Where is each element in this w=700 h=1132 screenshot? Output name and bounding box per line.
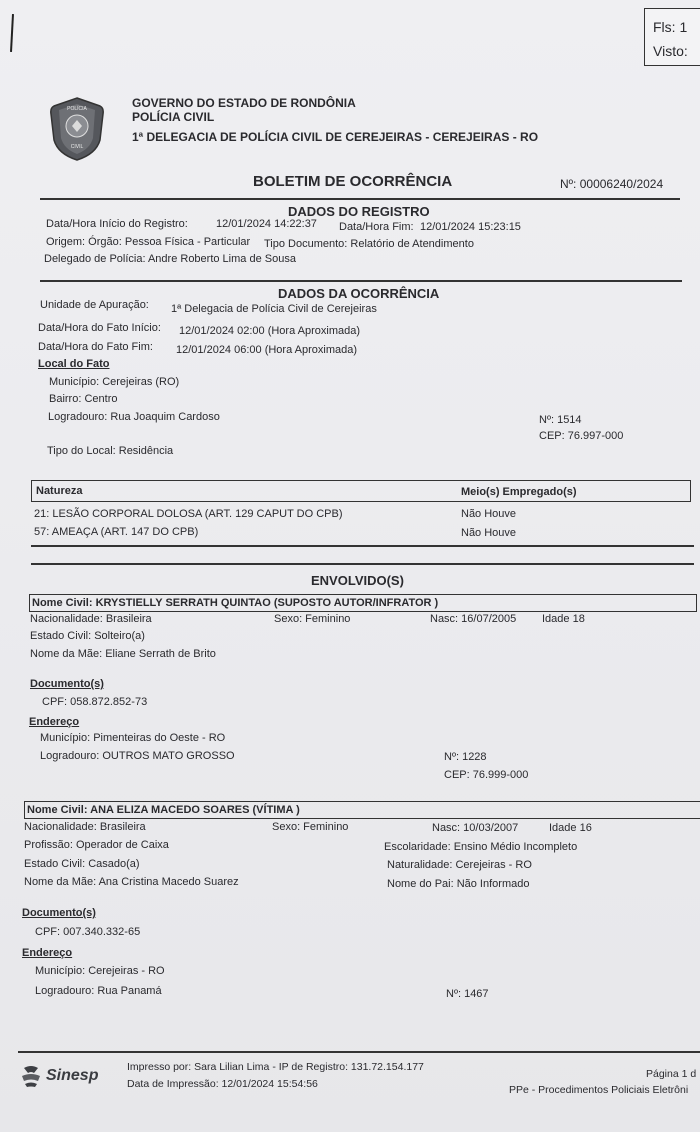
registro-section-title: DADOS DO REGISTRO xyxy=(288,204,430,219)
local-bairro: Bairro: Centro xyxy=(49,393,118,405)
person-1-idade: Idade 18 xyxy=(542,613,585,625)
folha-stamp xyxy=(644,8,700,66)
person-2-nacionalidade: Nacionalidade: Brasileira xyxy=(24,821,146,833)
unidade-value: 1ª Delegacia de Polícia Civil de Cerejeiras xyxy=(171,303,377,315)
ocorrencia-section-title: DADOS DA OCORRÊNCIA xyxy=(278,286,440,301)
header-delegacia: 1ª DELEGACIA DE POLÍCIA CIVIL DE CEREJEIRAS - CEREJEIRAS - RO xyxy=(132,130,539,144)
registro-fim-value: 12/01/2024 15:23:15 xyxy=(420,221,521,233)
registro-fim-label: Data/Hora Fim: xyxy=(339,221,414,233)
visto-label: Visto: xyxy=(653,43,688,59)
natureza-col-header: Natureza xyxy=(36,485,83,497)
person-2-pai: Nome do Pai: Não Informado xyxy=(387,878,530,890)
sinesp-logo xyxy=(20,1064,98,1088)
person-2-naturalidade: Naturalidade: Cerejeiras - RO xyxy=(387,859,532,871)
person-1-municipio: Município: Pimenteiras do Oeste - RO xyxy=(40,732,226,744)
local-numero: Nº: 1514 xyxy=(539,414,582,426)
person-1-estado-civil: Estado Civil: Solteiro(a) xyxy=(30,630,145,642)
fato-inicio-label: Data/Hora do Fato Início: xyxy=(38,322,161,334)
registro-inicio-value: 12/01/2024 14:22:37 xyxy=(216,218,317,230)
registro-delegado: Delegado de Polícia: Andre Roberto Lima de Sousa xyxy=(44,253,296,265)
footer-sistema: PPe - Procedimentos Policiais Eletrôni xyxy=(509,1084,689,1096)
person-2-documentos-title: Documento(s) xyxy=(22,907,96,919)
meio-row-2: Não Houve xyxy=(461,527,517,539)
person-2-estado-civil: Estado Civil: Casado(a) xyxy=(24,858,140,870)
person-1-name: Nome Civil: KRYSTIELLY SERRATH QUINTAO (SUPOSTO AUTOR/INFRATOR ) xyxy=(32,597,439,609)
sinesp-logo-icon xyxy=(20,1064,42,1088)
footer-impresso: Impresso por: Sara Lilian Lima - IP de Registro: 131.72.154.177 xyxy=(127,1061,424,1073)
person-1-logradouro: Logradouro: OUTROS MATO GROSSO xyxy=(40,750,235,762)
person-2-sexo: Sexo: Feminino xyxy=(272,821,349,833)
envolvidos-section-title: ENVOLVIDO(S) xyxy=(311,573,404,588)
person-2-endereco-title: Endereço xyxy=(22,947,73,959)
divider xyxy=(40,198,680,200)
person-1-endereco-title: Endereço xyxy=(29,716,80,728)
person-2-mae: Nome da Mãe: Ana Cristina Macedo Suarez xyxy=(24,876,239,888)
svg-text:POLÍCIA: POLÍCIA xyxy=(67,106,87,112)
person-1-cpf: CPF: 058.872.852-73 xyxy=(42,696,148,708)
person-2-name: Nome Civil: ANA ELIZA MACEDO SOARES (VÍTIMA ) xyxy=(27,804,300,816)
footer-pagina: Página 1 d xyxy=(646,1068,697,1080)
person-1-numero: Nº: 1228 xyxy=(444,751,487,763)
fls-line: Fls: 1 xyxy=(653,19,688,35)
divider xyxy=(40,280,682,282)
person-2-municipio: Município: Cerejeiras - RO xyxy=(35,965,165,977)
person-1-nacionalidade: Nacionalidade: Brasileira xyxy=(30,613,152,625)
header-policia: POLÍCIA CIVIL xyxy=(132,110,215,124)
document-title: BOLETIM DE OCORRÊNCIA xyxy=(253,173,453,190)
sinesp-logo-text: Sinesp xyxy=(46,1067,99,1084)
document-number: Nº: 00006240/2024 xyxy=(560,177,664,191)
person-1-documentos-title: Documento(s) xyxy=(30,678,104,690)
local-cep: CEP: 76.997-000 xyxy=(539,430,624,442)
unidade-label: Unidade de Apuração: xyxy=(40,299,149,311)
registro-inicio-label: Data/Hora Início do Registro: xyxy=(46,218,188,230)
person-1-cep: CEP: 76.999-000 xyxy=(444,769,529,781)
person-2-cpf: CPF: 007.340.332-65 xyxy=(35,926,141,938)
local-logradouro: Logradouro: Rua Joaquim Cardoso xyxy=(48,411,220,423)
person-2-numero: Nº: 1467 xyxy=(446,988,489,1000)
header-governo: GOVERNO DO ESTADO DE RONDÔNIA xyxy=(132,96,356,110)
local-municipio: Município: Cerejeiras (RO) xyxy=(49,376,180,388)
person-2-nasc: Nasc: 10/03/2007 xyxy=(432,822,519,834)
person-2-profissao: Profissão: Operador de Caixa xyxy=(24,839,169,851)
divider xyxy=(31,563,694,565)
footer-divider xyxy=(18,1051,700,1053)
policia-civil-badge-icon xyxy=(48,96,106,162)
meio-row-1: Não Houve xyxy=(461,508,517,520)
registro-tipo-documento: Tipo Documento: Relatório de Atendimento xyxy=(264,238,474,250)
person-1-sexo: Sexo: Feminino xyxy=(274,613,351,625)
person-2-logradouro: Logradouro: Rua Panamá xyxy=(35,985,162,997)
tipo-local: Tipo do Local: Residência xyxy=(47,445,174,457)
registro-origem: Origem: Órgão: Pessoa Física - Particular xyxy=(46,236,251,248)
footer-data-impressao: Data de Impressão: 12/01/2024 15:54:56 xyxy=(127,1078,318,1090)
person-1-nasc: Nasc: 16/07/2005 xyxy=(430,613,517,625)
person-1-mae: Nome da Mãe: Eliane Serrath de Brito xyxy=(30,648,216,660)
fato-fim-value: 12/01/2024 06:00 (Hora Aproximada) xyxy=(176,344,358,356)
fato-inicio-value: 12/01/2024 02:00 (Hora Aproximada) xyxy=(179,325,361,337)
person-2-idade: Idade 16 xyxy=(549,822,592,834)
natureza-row-1: 21: LESÃO CORPORAL DOLOSA (ART. 129 CAPUT DO CPB) xyxy=(34,508,343,520)
person-2-escolaridade: Escolaridade: Ensino Médio Incompleto xyxy=(384,841,578,853)
divider xyxy=(31,545,694,547)
local-fato-title: Local do Fato xyxy=(38,358,110,370)
meio-col-header: Meio(s) Empregado(s) xyxy=(461,486,577,498)
natureza-row-2: 57: AMEAÇA (ART. 147 DO CPB) xyxy=(34,526,199,538)
fato-fim-label: Data/Hora do Fato Fim: xyxy=(38,341,153,353)
svg-text:CIVIL: CIVIL xyxy=(70,144,84,150)
natureza-header-row xyxy=(31,480,691,502)
pen-mark xyxy=(10,14,14,52)
